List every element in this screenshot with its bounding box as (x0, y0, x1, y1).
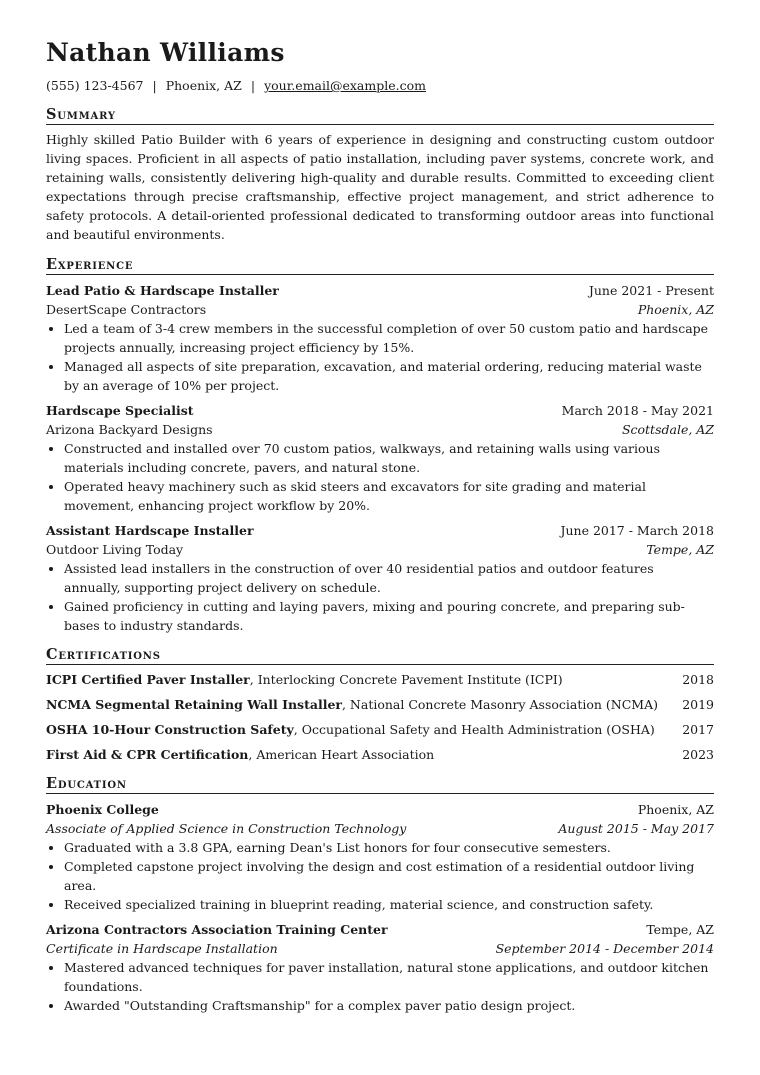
school-name: Arizona Contractors Association Training Center (46, 922, 388, 937)
education-bullets (46, 838, 714, 914)
degree-name: Certificate in Hardscape Installation (46, 941, 278, 956)
education-entry (46, 920, 714, 1015)
school-location: Phoenix, AZ (637, 802, 714, 817)
certification-issuer: , American Heart Association (248, 747, 435, 762)
certifications-heading: Certifications (46, 646, 714, 665)
school-location: Tempe, AZ (646, 922, 714, 937)
job-title: Lead Patio & Hardscape Installer (46, 283, 279, 298)
experience-entry (46, 281, 714, 395)
certification-year: 2023 (682, 747, 714, 762)
certification-issuer: , Interlocking Concrete Pavement Institute (ICPI) (249, 672, 563, 687)
bullet-item: • Led a team of 3-4 crew members in the successful completion of over 50 custom patio and hardscape projects annually, increasing project efficiency by 15%. (64, 319, 714, 357)
bullet-item: • Gained proficiency in cutting and laying pavers, mixing and pouring concrete, and preparing sub-bases to industry standards. (64, 597, 714, 635)
bullet-item: • Assisted lead installers in the construction of over 40 residential patios and outdoor features annually, supporting project delivery on schedule. (64, 559, 714, 597)
contact-separator: | (152, 78, 157, 93)
job-dates: March 2018 - May 2021 (561, 403, 714, 418)
certification-year: 2018 (682, 672, 714, 687)
bullet-item: • Operated heavy machinery such as skid steers and excavators for site grading and material movement, enhancing project workflow by 20%. (64, 477, 714, 515)
certifications-list (46, 670, 714, 764)
certification-issuer: , National Concrete Masonry Association (NCMA) (341, 697, 658, 712)
bullet-item: • Constructed and installed over 70 custom patios, walkways, and retaining walls using various materials including concrete, pavers, and natural stone. (64, 439, 714, 477)
school-name: Phoenix College (46, 802, 159, 817)
certification-name: ICPI Certified Paver Installer (46, 672, 250, 687)
education-entry (46, 800, 714, 914)
summary-text: Highly skilled Patio Builder with 6 years of experience in designing and constructing custom outdoor living spaces. Proficient in all aspects of patio installation, including paver systems, concrete work, and retaining walls, consistently delivering high-quality and durable results. Committed to exceeding client expectations through precise craftsmanship, effective project management, and strict adherence to safety protocols. A detail-oriented professional dedicated to transforming outdoor areas into functional and beautiful environments. (46, 132, 714, 242)
summary-heading: Summary (46, 106, 714, 125)
job-location: Tempe, AZ (646, 542, 714, 557)
company-name: DesertScape Contractors (46, 302, 207, 317)
company-name: Arizona Backyard Designs (46, 422, 213, 437)
certification-name: NCMA Segmental Retaining Wall Installer (46, 697, 342, 712)
bullet-item: • Managed all aspects of site preparation, excavation, and material ordering, reducing material waste by an average of 10% per project. (64, 357, 714, 395)
job-title: Assistant Hardscape Installer (46, 523, 254, 538)
job-dates: June 2021 - Present (588, 283, 714, 298)
job-bullets (46, 439, 714, 515)
job-bullets (46, 319, 714, 395)
education-dates: August 2015 - May 2017 (558, 821, 714, 836)
job-dates: June 2017 - March 2018 (560, 523, 714, 538)
phone-number: (555) 123-4567 (46, 78, 144, 93)
certification-name: OSHA 10-Hour Construction Safety (46, 722, 294, 737)
certification-issuer: , Occupational Safety and Health Administration (OSHA) (293, 722, 655, 737)
degree-name: Associate of Applied Science in Construction Technology (46, 821, 407, 836)
bullet-item: • Received specialized training in blueprint reading, material science, and construction safety. (64, 895, 714, 914)
education-dates: September 2014 - December 2014 (495, 941, 714, 956)
experience-heading: Experience (46, 256, 714, 275)
certification-year: 2017 (682, 722, 714, 737)
bullet-item: • Mastered advanced techniques for paver installation, natural stone applications, and outdoor kitchen foundations. (64, 958, 714, 996)
email-link[interactable]: your.email@example.com (264, 78, 426, 93)
certification-row (46, 670, 714, 689)
bullet-item: • Graduated with a 3.8 GPA, earning Dean's List honors for four consecutive semesters. (64, 838, 714, 857)
candidate-name: Nathan Williams (46, 38, 285, 67)
certification-year: 2019 (682, 697, 714, 712)
job-title: Hardscape Specialist (46, 403, 194, 418)
resume-page (46, 38, 714, 1015)
contact-line (46, 78, 714, 94)
job-location: Scottsdale, AZ (621, 422, 714, 437)
experience-entry (46, 521, 714, 635)
certification-name: First Aid & CPR Certification (46, 747, 249, 762)
job-location: Phoenix, AZ (637, 302, 714, 317)
experience-entry (46, 401, 714, 515)
job-bullets (46, 559, 714, 635)
certification-row (46, 745, 714, 764)
education-heading: Education (46, 775, 714, 794)
contact-separator: | (250, 78, 256, 93)
location: Phoenix, AZ (165, 78, 242, 93)
company-name: Outdoor Living Today (46, 542, 184, 557)
education-bullets (46, 958, 714, 1015)
certification-row (46, 720, 714, 739)
bullet-item: • Awarded "Outstanding Craftsmanship" for a complex paver patio design project. (64, 996, 714, 1015)
certification-row (46, 695, 714, 714)
bullet-item: • Completed capstone project involving the design and cost estimation of a residential outdoor living area. (64, 857, 714, 895)
